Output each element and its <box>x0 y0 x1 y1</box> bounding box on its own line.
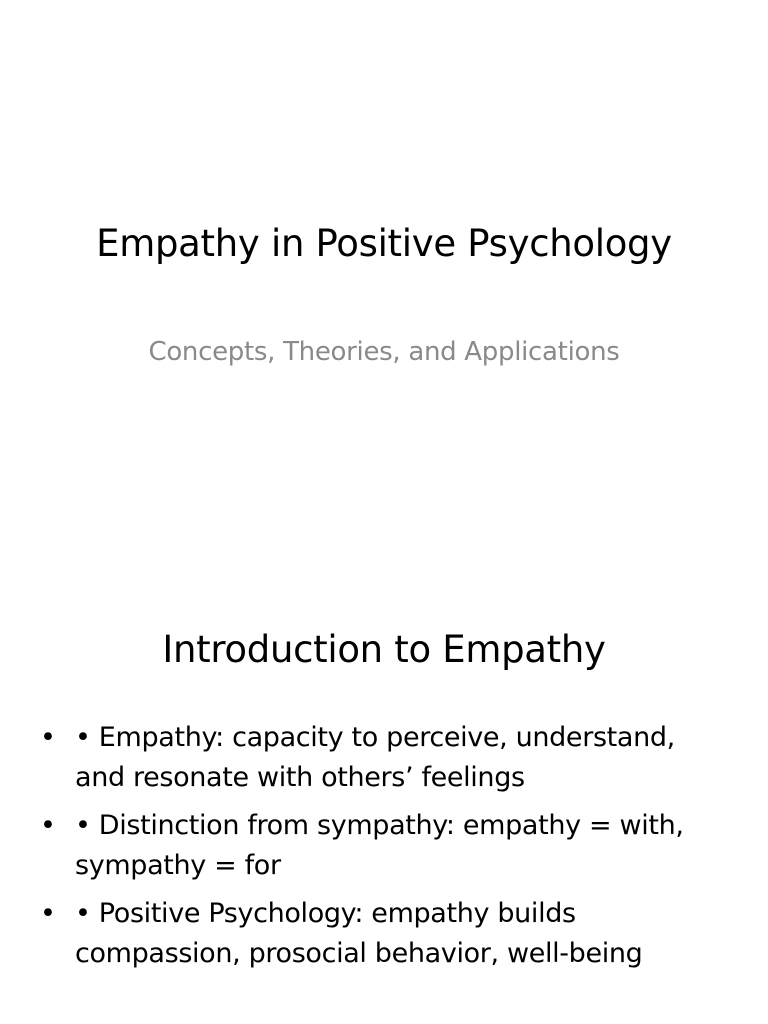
bullet-item <box>38 894 728 974</box>
slide-title: Empathy in Positive Psychology <box>96 222 672 265</box>
bullet-text: • Positive Psychology: empathy builds compassion, prosocial behavior, well-being <box>75 898 643 969</box>
bullet-marker: • <box>40 722 56 753</box>
bullet-list <box>38 718 728 982</box>
bullet-text: • Empathy: capacity to perceive, understand, and resonate with others’ feelings <box>75 722 675 793</box>
bullet-item <box>38 718 728 798</box>
slide-subtitle: Concepts, Theories, and Applications <box>148 337 620 367</box>
bullet-text: • Distinction from sympathy: empathy = with, sympathy = for <box>75 810 684 881</box>
section-heading: Introduction to Empathy <box>162 628 606 671</box>
bullet-marker: • <box>40 898 56 929</box>
bullet-item <box>38 806 728 886</box>
bullet-marker: • <box>40 810 56 841</box>
